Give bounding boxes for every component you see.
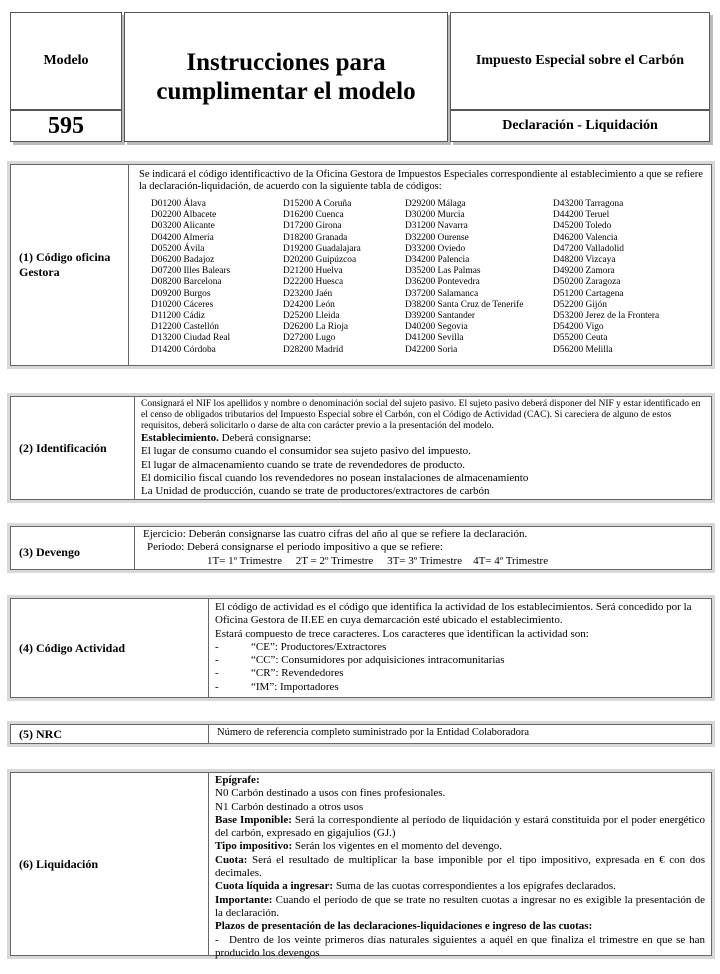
ejercicio-text: Ejercicio: Deberán consignarse las cuatro cifras del año al que se refiere la declaración. [143,528,528,540]
office-code: D20200 Guipúzcoa [283,255,357,266]
declaration-type-box [450,110,710,142]
codes-column-4 [553,199,703,356]
office-code: D21200 Huelva [283,266,343,277]
office-code: D36200 Pontevedra [405,277,480,288]
modelo-number: 595 [48,112,84,139]
list-item: - “IM”: Importadores [215,680,339,693]
office-code: D14200 Córdoba [151,344,216,355]
office-code: D41200 Sevilla [405,333,464,344]
office-code: D55200 Ceuta [553,333,608,344]
section-body [209,773,711,959]
section-body [135,527,711,569]
office-code: D02200 Albacete [151,210,217,221]
office-code: D38200 Santa Cruz de Tenerife [405,299,524,310]
epigrafe-n0: N0 Carbón destinado a usos con fines profesionales. [215,787,446,800]
office-code: D54200 Vigo [553,322,604,333]
establecimiento-line: El domicilio fiscal cuando los revendedores no posean instalaciones de almacenamiento [141,471,529,484]
office-code: D09200 Burgos [151,288,211,299]
importante: Importante: Cuando el período de que se trate no resulten cuotas a ingresar no es exigible la presentación de la declaración. [215,893,705,919]
office-code: D03200 Alicante [151,221,215,232]
cuota-liquida: Cuota líquida a ingresar: Suma de las cuotas correspondientes a los epígrafes declarados. [215,880,616,893]
modelo-number-box [10,110,122,142]
actividad-para: El código de actividad es el código que identifica la actividad de los establecimientos. Será concedido por la Oficina Gestora de II.EE en cuya demarcación esté ubicado el establecimiento. [215,601,692,627]
office-code: D49200 Zamora [553,266,615,277]
office-code: D39200 Santander [405,311,476,322]
section-label: (6) Liquidación [11,773,209,955]
office-code: D48200 Vizcaya [553,255,616,266]
office-code: D07200 Illes Balears [151,266,231,277]
label-line: Gestora [19,265,60,279]
tax-name: Impuesto Especial sobre el Carbón [475,53,685,68]
office-code: D34200 Palencia [405,255,470,266]
tax-name-box [450,12,710,110]
modelo-label: Modelo [43,53,89,68]
label-line: (1) Código oficina [19,250,111,264]
section-liquidacion [10,772,712,959]
office-code: D43200 Tarragona [553,199,624,209]
office-code: D28200 Madrid [283,344,344,355]
office-code: D50200 Zaragoza [553,277,621,288]
office-code: D19200 Guadalajara [283,243,361,254]
office-code: D52200 Gijón [553,299,607,310]
office-code: D30200 Murcia [405,210,465,221]
section-identificacion [10,396,712,500]
codes-column-1 [151,199,283,356]
section-nrc [10,724,712,744]
intro-text: Se indicará el código identificactivo de la Oficina Gestora de Impuestos Especiales correspondiente al establecimiento a que se refiere la declaración-liquidación, de acuerdo con la siguiente tabla de códigos: [139,169,703,192]
office-code: D13200 Ciudad Real [151,333,231,344]
office-code: D33200 Oviedo [405,243,466,254]
office-code: D22200 Huesca [283,277,344,288]
title-box [124,12,448,142]
list-item: - “CC”: Consumidores por adquisiciones intracomunitarias [215,654,505,667]
page-title-line1: Instrucciones para [186,49,386,76]
office-code: D56200 Melilla [553,344,613,355]
declaration-type: Declaración - Liquidación [502,118,658,133]
office-code: D40200 Segovia [405,322,468,333]
actividad-para: Estará compuesto de trece caracteres. Los caracteres que identifican la actividad son: [215,627,589,640]
periodo-text: Periodo: Deberá consignarse el periodo impositivo a que se refiere: [147,541,443,554]
office-code: D37200 Salamanca [405,288,479,299]
section-devengo [10,526,712,570]
section-body [135,397,711,499]
section-body [129,165,711,365]
office-code: D47200 Valladolid [553,243,624,254]
section-codigo-actividad [10,598,712,698]
office-code: D06200 Badajoz [151,255,215,266]
list-item: - “CE”: Productores/Extractores [215,640,387,653]
office-code: D53200 Jerez de la Frontera [553,311,660,322]
office-code: D16200 Cuenca [283,210,344,221]
section-label: (5) NRC [11,725,209,743]
office-code: D26200 La Rioja [283,322,349,333]
office-code: D27200 Lugo [283,333,336,344]
office-code: D12200 Castellón [151,322,219,333]
section-label: (4) Código Actividad [11,599,209,697]
office-code: D15200 A Coruña [283,199,352,209]
cuota: Cuota: Será el resultado de multiplicar la base imponible por el tipo impositivo, expresada en € con dos decimales. [215,853,705,880]
office-codes-table [139,199,705,356]
office-code: D01200 Álava [151,199,206,209]
office-code: D45200 Toledo [553,221,612,232]
epigrafe-n1: N1 Carbón destinado a otros usos [215,800,364,813]
office-code: D05200 Ávila [151,243,205,254]
section-label: (2) Identificación [11,397,135,499]
base-imponible: Base Imponible: Será la correspondiente al período de liquidación y estará constituida por el poder energético del carbón, expresado en gigajulios (GJ.) [215,813,705,840]
office-code: D10200 Cáceres [151,299,214,310]
office-code: D42200 Soria [405,344,458,355]
office-code: D18200 Granada [283,232,348,243]
office-code: D17200 Girona [283,221,342,232]
list-item: - “CR”: Revendedores [215,667,344,680]
codes-column-3 [405,199,553,356]
office-code: D11200 Cádiz [151,311,206,322]
establecimiento-line: La Unidad de producción, cuando se trate de productores/extractores de carbón [141,485,490,498]
establecimiento-line: El lugar de almacenamiento cuando se trate de revendedores de producto. [141,458,466,471]
codes-column-2 [283,199,405,356]
section-codigo-oficina [10,164,712,366]
section-body [209,599,711,697]
trimestres-text: 1T= 1º Trimestre 2T = 2º Trimestre 3T= 3º Trimestre 4T= 4º Trimestre [207,554,549,567]
office-code: D25200 Lleida [283,311,340,322]
office-code: D24200 León [283,299,335,310]
establecimiento-text: Deberá consignarse: [218,432,312,444]
office-code: D51200 Cartagena [553,288,624,299]
establecimiento-line: El lugar de consumo cuando el consumidor sea sujeto pasivo del impuesto. [141,445,471,458]
office-code: D32200 Ourense [405,232,469,243]
section-label: (3) Devengo [11,527,135,569]
intro-text: Consignará el NIF los apellidos y nombre o denominación social del sujeto pasivo. El sujeto pasivo deberá disponer del NIF y estar identificado en el censo de obligados tributarios del Impuesto Especial sobre el Carbón, con el Código de Actividad (CAC). Si careciera de alguno de estos requisitos, deberá solicitarlo o darse de alta con carácter previo a la presentación del modelo. [141,399,701,431]
establecimiento-heading: Establecimiento. [141,432,219,444]
section-body [209,725,711,743]
section-label [11,165,129,365]
office-code: D23200 Jaén [283,288,333,299]
office-code: D44200 Teruel [553,210,610,221]
plazos-heading: Plazos de presentación de las declaraciones-liquidaciones e ingreso de las cuotas: [215,920,593,933]
nrc-text: Número de referencia completo suministrado por la Entidad Colaboradora [217,727,529,738]
tipo-impositivo: Tipo impositivo: Serán los vigentes en el momento del devengo. [215,840,502,853]
modelo-label-box [10,12,122,110]
epigrafe-heading: Epígrafe: [215,774,260,786]
plazos-item: - Dentro de los veinte primeros días naturales siguientes a aquél en que finaliza el trimestre en que se han producido los devengos [215,933,705,959]
office-code: D46200 Valencia [553,232,618,243]
office-code: D29200 Málaga [405,199,466,209]
page-title-line2: cumplimentar el modelo [156,78,416,105]
office-code: D31200 Navarra [405,221,468,232]
office-code: D08200 Barcelona [151,277,222,288]
office-code: D35200 Las Palmas [405,266,481,277]
office-code: D04200 Almería [151,232,214,243]
